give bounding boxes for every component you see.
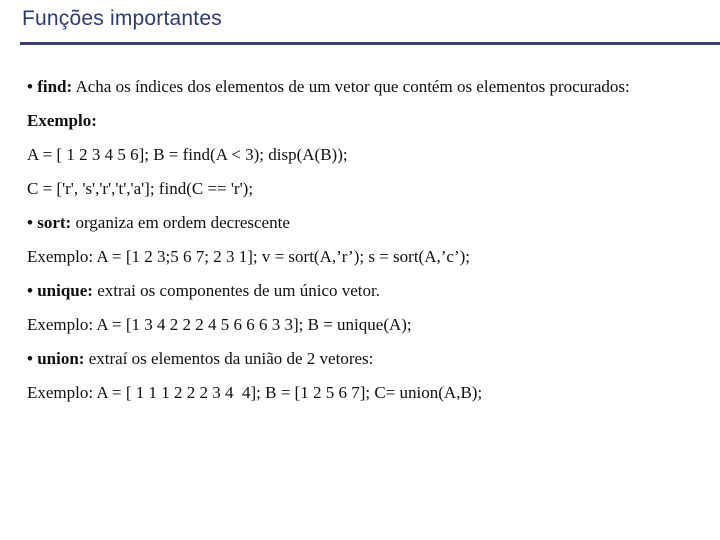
bullet: • bbox=[27, 281, 38, 300]
find-example-1: A = [ 1 2 3 4 5 6]; B = find(A < 3); disp(A(B)); bbox=[27, 145, 348, 164]
bullet: • bbox=[27, 213, 38, 232]
term-find: find: bbox=[37, 77, 73, 96]
unique-example: Exemplo: A = [1 3 4 2 2 2 4 5 6 6 6 3 3]; B = unique(A); bbox=[27, 315, 412, 334]
bullet: • bbox=[27, 349, 38, 368]
slide-content bbox=[27, 76, 687, 416]
sort-example: Exemplo: A = [1 2 3;5 6 7; 2 3 1]; v = sort(A,’r’); s = sort(A,’c’); bbox=[27, 247, 470, 266]
sort-description bbox=[27, 212, 687, 234]
page-title: Funções importantes bbox=[22, 7, 222, 30]
find-example-2: C = ['r', 's','r','t','a']; find(C == 'r'); bbox=[27, 179, 254, 198]
find-text: Acha os índices dos elementos de um vetor que contém os elementos procurados: bbox=[72, 77, 630, 96]
unique-description bbox=[27, 280, 687, 302]
term-union: union: bbox=[37, 349, 85, 368]
term-unique: unique: bbox=[37, 281, 93, 300]
sort-text: organiza em ordem decrescente bbox=[71, 213, 290, 232]
example-label: Exemplo: bbox=[27, 111, 97, 130]
unique-text: extrai os componentes de um único vetor. bbox=[92, 281, 380, 300]
title-divider bbox=[20, 42, 720, 45]
union-example: Exemplo: A = [ 1 1 1 2 2 2 3 4 4]; B = [1 2 5 6 7]; C= union(A,B); bbox=[27, 383, 483, 402]
term-sort: sort: bbox=[37, 213, 72, 232]
find-description bbox=[27, 76, 687, 98]
union-text: extraí os elementos da união de 2 vetores: bbox=[84, 349, 374, 368]
union-description bbox=[27, 348, 687, 370]
bullet: • bbox=[27, 77, 38, 96]
